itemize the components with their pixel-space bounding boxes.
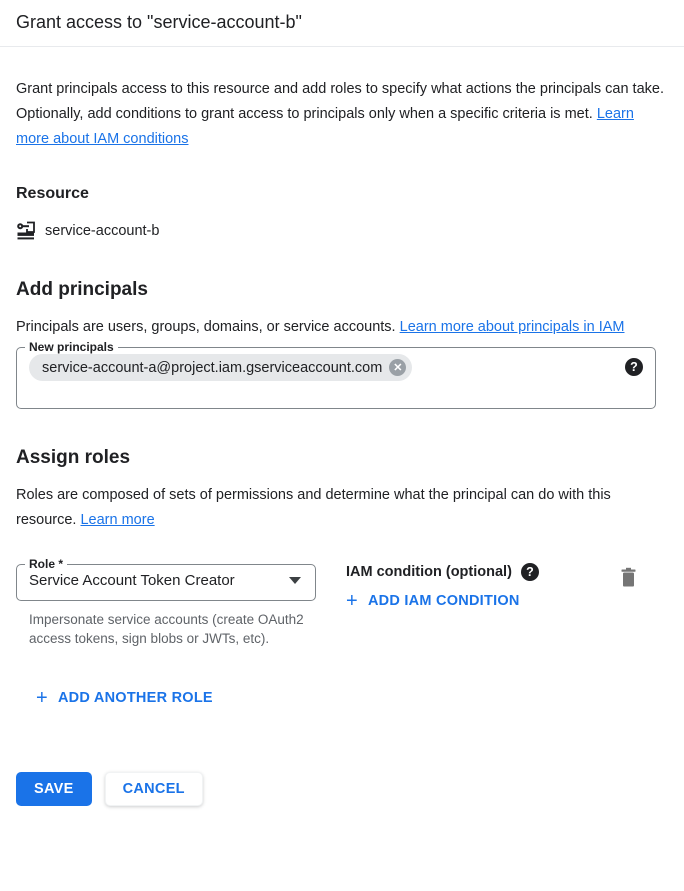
dialog-title: Grant access to "service-account-b" <box>0 0 684 47</box>
role-select-value: Service Account Token Creator <box>29 572 235 589</box>
add-another-role-button[interactable] <box>28 684 221 712</box>
resource-row <box>16 221 668 241</box>
principal-chip-label: service-account-a@project.iam.gserviceaccount.com <box>42 359 383 376</box>
delete-role-button[interactable] <box>617 565 640 594</box>
intro-text <box>16 77 664 152</box>
iam-condition-column <box>346 557 617 615</box>
new-principals-label: New principals <box>29 340 114 354</box>
dialog-body <box>0 77 684 806</box>
add-principals-description-body: Principals are users, groups, domains, or service accounts. <box>16 319 400 335</box>
remove-principal-icon[interactable]: ✕ <box>389 359 406 376</box>
role-select[interactable] <box>16 557 316 601</box>
add-another-role-label: ADD ANOTHER ROLE <box>57 690 213 706</box>
assign-roles-description-body: Roles are composed of sets of permissions and determine what the principal can do with this resource. <box>16 487 611 528</box>
resource-name: service-account-b <box>45 223 160 239</box>
iam-condition-help-icon[interactable]: ? <box>521 563 539 581</box>
assign-roles-heading: Assign roles <box>16 447 131 468</box>
principals-help-icon[interactable]: ? <box>625 358 643 376</box>
assign-roles-description <box>16 483 664 533</box>
roles-learn-more-link[interactable]: Learn more <box>80 512 155 528</box>
plus-icon: + <box>36 687 48 709</box>
principal-chip <box>29 354 412 381</box>
delete-role-column <box>617 557 640 594</box>
add-principals-heading: Add principals <box>16 279 148 300</box>
intro-text-body: Grant principals access to this resource and add roles to specify what actions the principals can take. Optionally, add conditions to grant access to principals only when a specific criteria is met. <box>16 81 664 122</box>
role-description: Impersonate service accounts (create OAuth2 access tokens, sign blobs or JWTs, etc). <box>29 612 304 646</box>
chevron-down-icon <box>289 577 301 585</box>
cancel-button[interactable]: CANCEL <box>105 772 203 806</box>
role-select-label: Role * <box>29 557 64 571</box>
iam-conditions-link[interactable]: Learn more about IAM conditions <box>16 106 634 147</box>
role-row <box>16 557 668 648</box>
iam-condition-label: IAM condition (optional) <box>346 564 512 580</box>
plus-icon: + <box>346 590 358 612</box>
principals-learn-more-link[interactable]: Learn more about principals in IAM <box>399 319 625 335</box>
add-iam-condition-button[interactable] <box>338 587 528 615</box>
save-button[interactable]: SAVE <box>16 772 92 806</box>
new-principals-field[interactable] <box>16 340 656 409</box>
add-iam-condition-label: ADD IAM CONDITION <box>367 593 520 609</box>
dialog-actions <box>16 772 668 806</box>
service-account-icon <box>16 221 36 241</box>
resource-heading: Resource <box>16 185 89 202</box>
trash-icon <box>619 567 638 592</box>
add-principals-description <box>16 315 664 340</box>
role-column <box>16 557 316 648</box>
